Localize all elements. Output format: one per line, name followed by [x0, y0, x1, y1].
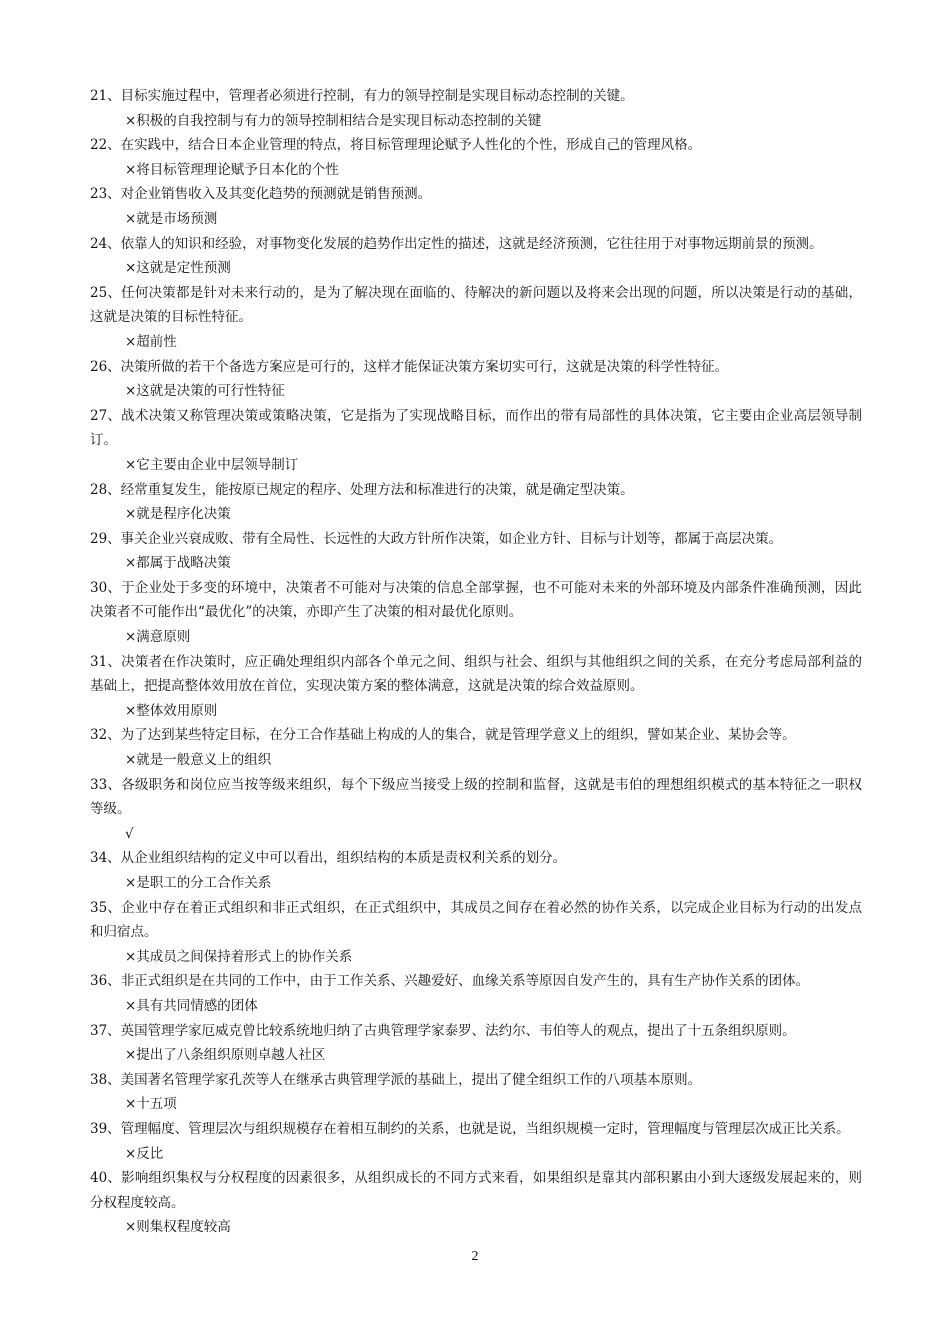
question-text: 22、在实践中，结合日本企业管理的特点，将目标管理理论赋予人性化的个性，形成自己的管理风格。	[90, 137, 702, 154]
question-text: 36、非正式组织是在共同的工作中，由于工作关系、兴趣爱好、血缘关系等原因自发产生的，具有生产协作关系的团体。	[90, 973, 810, 990]
answer-text: ×则集权程度较高	[125, 1219, 231, 1236]
question-text: 26、决策所做的若干个备选方案应是可行的，这样才能保证决策方案切实可行，这就是决策的科学性特征。	[90, 358, 729, 375]
answer-text: ×就是市场预测	[125, 210, 218, 227]
answer-text: ×就是程序化决策	[125, 506, 231, 523]
question-text: 33、各级职务和岗位应当按等级来组织，每个下级应当接受上级的控制和监督，这就是韦伯的理想组织模式的基本特征之一职权等级。	[90, 776, 862, 818]
answer-text: ×具有共同情感的团体	[125, 997, 258, 1014]
question-text: 27、战术决策又称管理决策或策略决策，它是指为了实现战略目标，而作出的带有局部性的具体决策，它主要由企业高层领导制订。	[90, 407, 862, 449]
question-text: 32、为了达到某些特定目标，在分工合作基础上构成的人的集合，就是管理学意义上的组织，譬如某企业、某协会等。	[90, 727, 796, 744]
document-body	[90, 84, 862, 1240]
question-text: 31、决策者在作决策时，应正确处理组织内部各个单元之间、组织与社会、组织与其他组织之间的关系，在充分考虑局部利益的基础上，把提高整体效用放在首位，实现决策方案的整体满意，这就是决策的综合效益原则。	[90, 653, 862, 695]
question-text: 25、任何决策都是针对未来行动的，是为了解决现在面临的、待解决的新问题以及将来会出现的问题，所以决策是行动的基础，这就是决策的目标性特征。	[90, 284, 862, 326]
question-text: 34、从企业组织结构的定义中可以看出，组织结构的本质是责权利关系的划分。	[90, 850, 567, 867]
question-text: 38、美国著名管理学家孔茨等人在继承古典管理学派的基础上，提出了健全组织工作的八项基本原则。	[90, 1071, 702, 1088]
answer-text: ×它主要由企业中层领导制订	[125, 456, 299, 473]
answer-text: ×将目标管理理论赋予日本化的个性	[125, 161, 339, 178]
answer-text: ×反比	[125, 1145, 164, 1162]
question-text: 21、目标实施过程中，管理者必须进行控制，有力的领导控制是实现目标动态控制的关键。	[90, 88, 634, 104]
question-text: 28、经常重复发生，能按原已规定的程序、处理方法和标准进行的决策，就是确定型决策。	[90, 481, 634, 498]
answer-text: ×提出了八条组织原则卓越人社区	[125, 1047, 326, 1064]
page-number: 2	[471, 1249, 479, 1264]
answer-text: ×这就是决策的可行性特征	[125, 383, 285, 400]
answer-text: ×是职工的分工合作关系	[125, 875, 272, 891]
question-text: 30、于企业处于多变的环境中，决策者不可能对与决策的信息全部掌握，也不可能对未来的外部环境及内部条件准确预测，因此决策者不可能作出“最优化”的决策，亦即产生了决策的相对最优化原则。	[90, 579, 862, 621]
answer-text: ×满意原则	[125, 629, 191, 646]
question-text: 23、对企业销售收入及其变化趋势的预测就是销售预测。	[90, 186, 432, 203]
question-text: 40、影响组织集权与分权程度的因素很多，从组织成长的不同方式来看，如果组织是靠其内部积累由小到大逐级发展起来的，则分权程度较高。	[90, 1170, 862, 1211]
answer-text: ×超前性	[125, 333, 177, 350]
answer-text: ×这就是定性预测	[125, 260, 231, 277]
answer-text: ×都属于战略决策	[125, 555, 231, 572]
answer-text: ×就是一般意义上的组织	[125, 752, 272, 769]
question-text: 29、事关企业兴衰成败、带有全局性、长远性的大政方针所作决策，如企业方针、目标与计划等，都属于高层决策。	[90, 530, 783, 547]
answer-text: ×积极的自我控制与有力的领导控制相结合是实现目标动态控制的关键	[125, 112, 542, 129]
question-text: 24、依靠人的知识和经验，对事物变化发展的趋势作出定性的描述，这就是经济预测，它往往用于对事物远期前景的预测。	[90, 235, 823, 252]
answer-text: ×整体效用原则	[125, 702, 218, 719]
question-text: 35、企业中存在着正式组织和非正式组织，在正式组织中，其成员之间存在着必然的协作关系，以完成企业目标为行动的出发点和归宿点。	[90, 899, 862, 941]
question-text: 39、管理幅度、管理层次与组织规模存在着相互制约的关系，也就是说，当组织规模一定时，管理幅度与管理层次成正比关系。	[90, 1120, 850, 1137]
answer-text: ×十五项	[125, 1096, 177, 1113]
question-text: 37、英国管理学家厄威克曾比较系统地归纳了古典管理学家泰罗、法约尔、韦伯等人的观点，提出了十五条组织原则。	[90, 1022, 796, 1039]
answer-text: ×其成员之间保持着形式上的协作关系	[125, 948, 353, 965]
answer-text: √	[125, 825, 134, 842]
